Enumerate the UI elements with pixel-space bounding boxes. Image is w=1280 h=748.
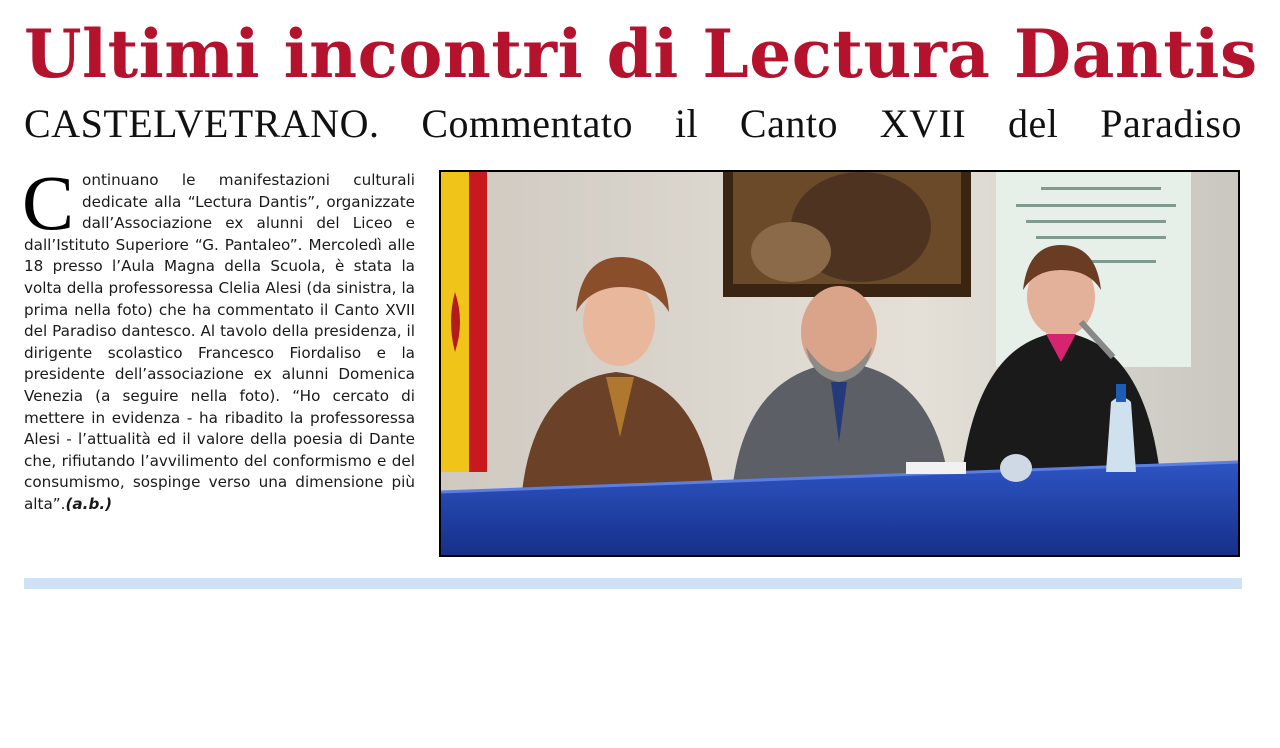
article-body: [22, 159, 415, 516]
papers: [906, 462, 966, 474]
headline: Ultimi incontri di Lectura Dantis: [24, 15, 1258, 93]
author-signature: (a.b.): [65, 494, 113, 513]
water-glass: [1000, 454, 1032, 482]
photo-illustration: [441, 172, 1238, 555]
drop-cap: C: [22, 159, 75, 246]
subheadline: CASTELVETRANO. Commentato il Canto XVII del Paradiso: [24, 101, 1242, 146]
article-text: ontinuano le manifestazioni culturali dedicate alla “Lectura Dantis”, organizzate dall’Associazione ex alunni del Liceo e dall’Istituto Superiore “G. Pantaleo”. Mercoledì alle 18 presso l’Aula Magna della Scuola, è stata la volta della professoressa Clelia Alesi (da sinistra, la prima nella foto) che ha commentato il Canto XVII del Paradiso dantesco. Al tavolo della presidenza, il dirigente scolastico Francesco Fiordaliso e la presidente dell’associazione ex alunni Domenica Venezia (a seguire nella foto). “Ho cercato di mettere in evidenza - ha ribadito la professoressa Alesi - l’attualità ed il valore della poesia di Dante che, rifiutando l’avvilimento del conformismo e del consumismo, sospinge verso una dimensione più alta”.: [24, 171, 415, 513]
event-photo: [439, 170, 1240, 557]
bottom-rule: [24, 578, 1242, 589]
